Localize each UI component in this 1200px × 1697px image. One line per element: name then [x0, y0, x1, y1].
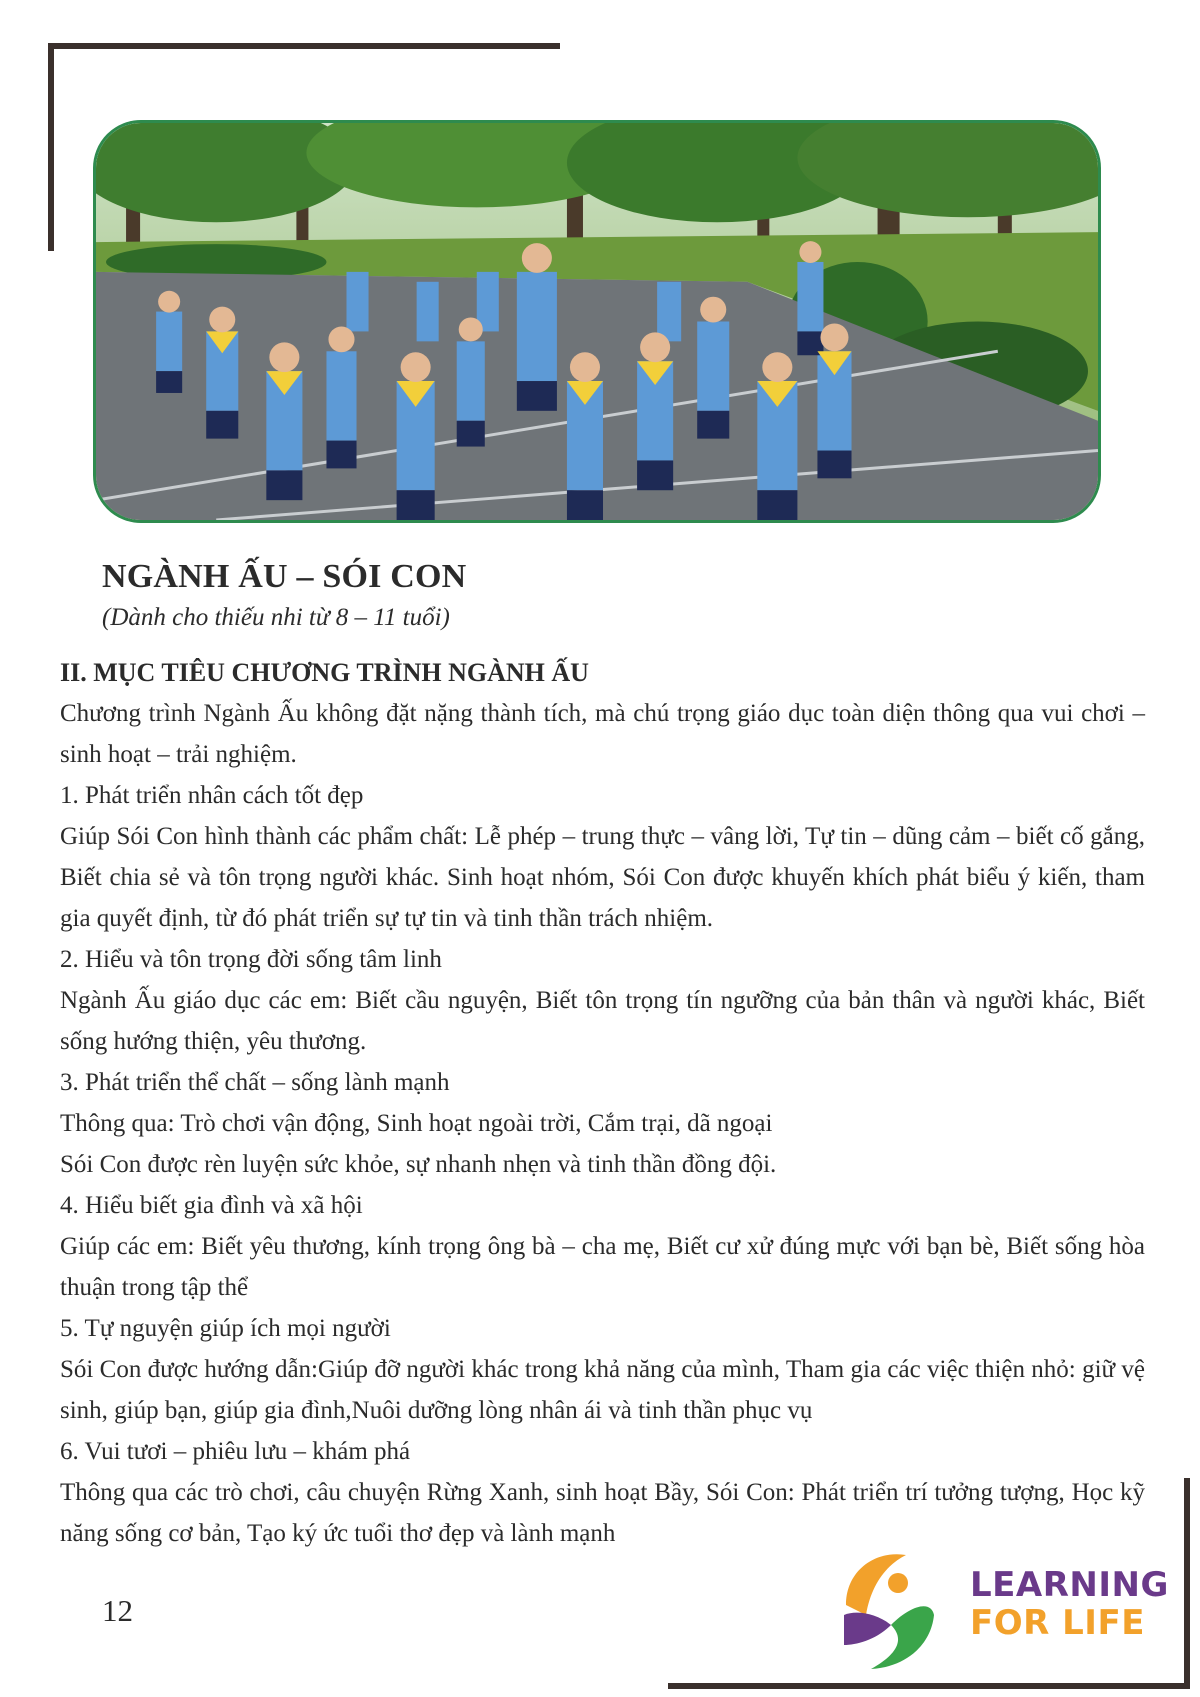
frame-corner-bottom-horizontal: [668, 1683, 1190, 1689]
body-content: [60, 652, 1145, 1554]
item-heading: 2. Hiểu và tôn trọng đời sống tâm linh: [60, 946, 442, 973]
paragraph: Sói Con được rèn luyện sức khỏe, sự nhanh nhẹn và tinh thần đồng đội.: [60, 1151, 777, 1178]
logo-line-2: FOR LIFE: [970, 1603, 1145, 1643]
page-subtitle: (Dành cho thiếu nhi từ 8 – 11 tuổi): [102, 604, 450, 631]
paragraph: Ngành Ấu giáo dục các em: Biết cầu nguyện, Biết tôn trọng tín ngưỡng của bản thân và người khác, Biết sống hướng thiện, yêu thương.: [60, 987, 1145, 1055]
item-heading: 4. Hiểu biết gia đình và xã hội: [60, 1192, 363, 1219]
item-heading: 3. Phát triển thể chất – sống lành mạnh: [60, 1069, 450, 1096]
paragraph: Sói Con được hướng dẫn:Giúp đỡ người khác trong khả năng của mình, Tham gia các việc thiện nhỏ: giữ vệ sinh, giúp bạn, giúp gia đình,Nuôi dưỡng lòng nhân ái và tinh thần phục vụ: [60, 1356, 1145, 1424]
frame-corner-bottom-vertical: [1184, 1478, 1190, 1689]
logo-wordmark: [970, 1566, 1169, 1642]
item-heading: 6. Vui tươi – phiêu lưu – khám phá: [60, 1438, 411, 1465]
paragraph: Giúp Sói Con hình thành các phẩm chất: Lễ phép – trung thực – vâng lời, Tự tin – dũng cảm – biết cố gắng, Biết chia sẻ và tôn trọng người khác. Sinh hoạt nhóm, Sói Con được khuyến khích phát biểu ý kiến, tham gia quyết định, từ đó phát triển sự tự tin và tinh thần trách nhiệm.: [60, 823, 1145, 932]
section-heading: II. MỤC TIÊU CHƯƠNG TRÌNH NGÀNH ẤU: [60, 658, 589, 687]
frame-corner-top-horizontal: [48, 43, 560, 49]
logo-line-1: LEARNING: [970, 1565, 1169, 1605]
frame-corner-top-vertical: [48, 43, 54, 251]
item-heading: 5. Tự nguyện giúp ích mọi người: [60, 1315, 391, 1342]
paragraph: Thông qua các trò chơi, câu chuyện Rừng Xanh, sinh hoạt Bầy, Sói Con: Phát triển trí tưởng tượng, Học kỹ năng sống cơ bản, Tạo ký ức tuổi thơ đẹp và lành mạnh: [60, 1479, 1145, 1547]
page-number: 12: [102, 1593, 133, 1628]
item-heading: 1. Phát triển nhân cách tốt đẹp: [60, 782, 364, 809]
page-title: NGÀNH ẤU – SÓI CON: [102, 558, 467, 595]
scouts-photo: [93, 120, 1101, 523]
learning-for-life-logo-icon: [836, 1545, 936, 1673]
paragraph: Giúp các em: Biết yêu thương, kính trọng ông bà – cha mẹ, Biết cư xử đúng mực với bạn bè, Biết sống hòa thuận trong tập thể: [60, 1233, 1145, 1301]
paragraph: Chương trình Ngành Ấu không đặt nặng thành tích, mà chú trọng giáo dục toàn diện thông qua vui chơi – sinh hoạt – trải nghiệm.: [60, 700, 1145, 768]
scouts-photo-illustration: [96, 123, 1098, 520]
paragraph: Thông qua: Trò chơi vận động, Sinh hoạt ngoài trời, Cắm trại, dã ngoại: [60, 1110, 773, 1137]
